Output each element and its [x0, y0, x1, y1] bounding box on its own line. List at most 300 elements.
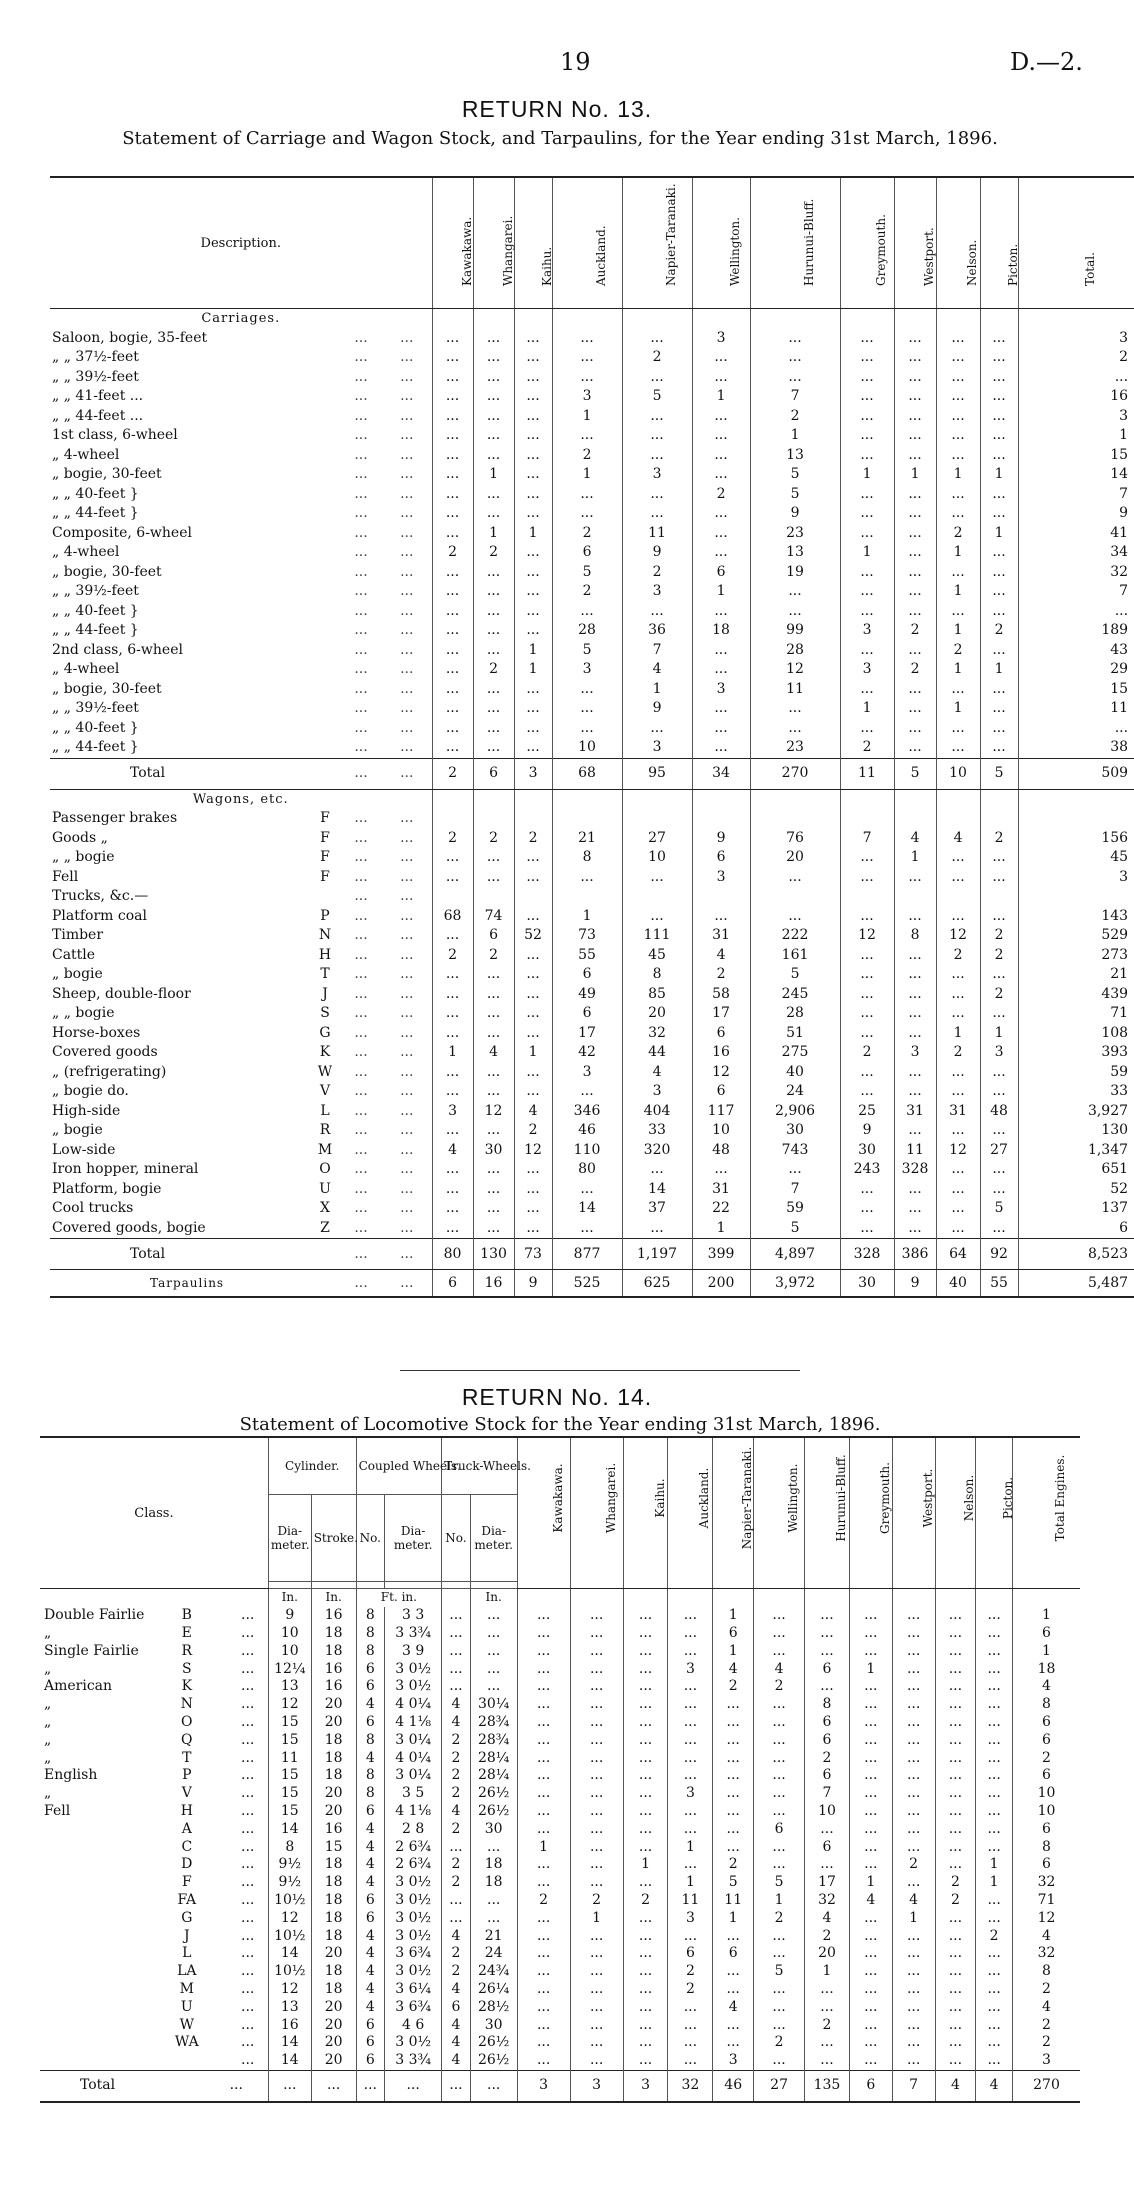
engine-name	[40, 1963, 168, 1981]
data-cell: 2	[935, 1874, 976, 1892]
data-cell: ...	[980, 1160, 1018, 1180]
data-cell: ...	[936, 1199, 980, 1219]
data-cell: ...	[980, 446, 1018, 466]
empty-cell	[894, 309, 936, 329]
leader-dots: ...	[400, 1180, 414, 1197]
data-cell: 58	[692, 985, 750, 1005]
data-cell: 48	[980, 1102, 1018, 1122]
data-cell: 1,347	[1018, 1141, 1134, 1161]
data-cell: ...	[980, 641, 1018, 661]
data-cell: ...	[750, 368, 840, 388]
column-header	[692, 177, 750, 309]
empty-cell	[552, 789, 622, 809]
data-cell	[894, 887, 936, 907]
spec-stroke: 20	[311, 1945, 356, 1963]
data-cell: 24	[750, 1082, 840, 1102]
data-cell: ...	[473, 329, 514, 349]
table-row	[50, 407, 1134, 427]
spec-tno: 2	[442, 1820, 471, 1838]
data-cell	[936, 887, 980, 907]
column-header	[713, 1437, 754, 1589]
row-label: Cattle	[52, 946, 96, 963]
data-cell: ...	[692, 719, 750, 739]
data-cell: ...	[668, 1625, 713, 1643]
data-cell: 95	[622, 758, 692, 789]
data-cell: ...	[894, 348, 936, 368]
empty-cell	[692, 309, 750, 329]
row-label: Covered goods	[52, 1044, 158, 1061]
data-cell: 222	[750, 926, 840, 946]
data-cell: ...	[432, 348, 473, 368]
data-cell: ...	[935, 1625, 976, 1643]
data-cell: ...	[623, 1607, 668, 1625]
data-cell: ...	[432, 1180, 473, 1200]
column-header	[432, 177, 473, 309]
engine-name	[40, 2016, 168, 2034]
data-cell: 328	[840, 1239, 894, 1270]
data-cell: ...	[805, 1981, 850, 1999]
data-cell: 3	[692, 868, 750, 888]
data-cell: 7	[750, 1180, 840, 1200]
data-cell: ...	[668, 1856, 713, 1874]
data-cell: ...	[936, 907, 980, 927]
total-cell: 32	[668, 2070, 713, 2102]
spec-cno: 4	[356, 1927, 385, 1945]
data-cell: ...	[936, 680, 980, 700]
data-cell: 2	[692, 485, 750, 505]
class-code: N	[318, 927, 332, 944]
leader-dots: ...	[400, 1102, 414, 1119]
data-cell: ...	[849, 1642, 892, 1660]
spec-dia: 14	[268, 1820, 311, 1838]
data-cell	[980, 809, 1018, 829]
leader-dots: ...	[400, 563, 414, 580]
data-cell: ...	[849, 1696, 892, 1714]
data-cell: ...	[432, 621, 473, 641]
sub-dia2-header: Dia-meter.	[470, 1494, 517, 1581]
engine-name: Single Fairlie	[44, 1642, 139, 1659]
class-code: L	[320, 1102, 330, 1119]
data-cell: ...	[980, 543, 1018, 563]
spec-cno: 6	[356, 1678, 385, 1696]
data-cell: ...	[514, 680, 552, 700]
data-cell: 2	[1018, 348, 1134, 368]
data-cell: 5	[754, 1963, 805, 1981]
spec-cdia: 3 3¾	[385, 2052, 442, 2070]
data-cell: 4	[1012, 1678, 1080, 1696]
class-code	[310, 524, 340, 544]
data-cell: ...	[622, 719, 692, 739]
row-label: Platform, bogie	[52, 1180, 162, 1197]
data-cell	[552, 887, 622, 907]
units-coupled: Ft. in.	[356, 1589, 442, 1607]
data-cell: 245	[750, 985, 840, 1005]
leader-dots: ...	[400, 1044, 414, 1061]
data-cell: ...	[668, 1767, 713, 1785]
data-cell: ...	[754, 1767, 805, 1785]
leader-dots: ...	[354, 505, 368, 522]
data-cell: ...	[892, 1714, 935, 1732]
data-cell: 2	[514, 1121, 552, 1141]
column-header-label: Kaihu.	[652, 1478, 667, 1518]
units-truck-no	[442, 1589, 471, 1607]
data-cell: ...	[517, 1696, 570, 1714]
data-cell: 17	[805, 1874, 850, 1892]
table-row	[50, 309, 1134, 329]
data-cell: 46	[552, 1121, 622, 1141]
data-cell: ...	[570, 1874, 623, 1892]
data-cell: 156	[1018, 829, 1134, 849]
data-cell: ...	[713, 1927, 754, 1945]
spacer-cell	[205, 1803, 227, 1821]
spec-tdia: 21	[470, 1927, 517, 1945]
leader-dots: ...	[354, 1200, 368, 1217]
leader-dots: ...	[354, 985, 368, 1002]
column-header	[935, 1437, 976, 1589]
spec-stroke: 20	[311, 2052, 356, 2070]
data-cell	[1018, 887, 1134, 907]
leader-dots: ...	[241, 2016, 255, 2033]
engine-name: „	[44, 1624, 52, 1641]
spec-cdia: 4 1⅛	[385, 1714, 442, 1732]
data-cell: ...	[892, 2016, 935, 2034]
spec-tdia: ...	[470, 1909, 517, 1927]
data-cell: ...	[849, 1767, 892, 1785]
table-row	[40, 1642, 1080, 1660]
empty-cell	[514, 309, 552, 329]
row-label: Composite, 6-wheel	[52, 524, 192, 541]
sub-stroke-header: Stroke.	[311, 1494, 356, 1581]
data-cell: 2	[552, 446, 622, 466]
spec-dia: 15	[268, 1714, 311, 1732]
data-cell: 1	[805, 1963, 850, 1981]
column-header-label: Whangarei.	[500, 215, 515, 286]
spec-stroke: 18	[311, 1767, 356, 1785]
data-cell: 10	[805, 1803, 850, 1821]
data-cell: ...	[750, 329, 840, 349]
table-row	[40, 1981, 1080, 1999]
data-cell: 14	[1018, 465, 1134, 485]
data-cell: ...	[976, 1785, 1013, 1803]
spec-stroke: 16	[311, 1607, 356, 1625]
data-cell: 3	[622, 738, 692, 758]
column-header	[754, 1437, 805, 1589]
data-cell: ...	[713, 1731, 754, 1749]
data-cell: 2	[570, 1892, 623, 1910]
data-cell: ...	[840, 985, 894, 1005]
empty-cell	[622, 789, 692, 809]
empty-cell	[432, 789, 473, 809]
spec-tdia: 28¾	[470, 1714, 517, 1732]
data-cell: 11	[750, 680, 840, 700]
data-cell: ...	[840, 1082, 894, 1102]
data-cell: ...	[935, 1767, 976, 1785]
column-header	[622, 177, 692, 309]
data-cell: 111	[622, 926, 692, 946]
data-cell: ...	[514, 621, 552, 641]
data-cell: ...	[432, 1199, 473, 1219]
leader-dots: ...	[400, 505, 414, 522]
leader-dots: ...	[354, 1024, 368, 1041]
data-cell: ...	[849, 1945, 892, 1963]
data-cell: ...	[754, 1625, 805, 1643]
leader-dots: ...	[340, 1239, 382, 1270]
data-cell: ...	[754, 1696, 805, 1714]
data-cell: 3	[622, 582, 692, 602]
data-cell: 189	[1018, 621, 1134, 641]
data-cell: 85	[622, 985, 692, 1005]
data-cell: 32	[1012, 1874, 1080, 1892]
page-number: 19	[560, 48, 591, 76]
data-cell: 13	[750, 543, 840, 563]
spec-cdia: 2 6¾	[385, 1838, 442, 1856]
data-cell: 9	[1018, 504, 1134, 524]
data-cell: ...	[840, 946, 894, 966]
data-cell: ...	[754, 2016, 805, 2034]
data-cell: 17	[692, 1004, 750, 1024]
data-cell: ...	[432, 641, 473, 661]
leader-dots: ...	[400, 1161, 414, 1178]
class-code	[310, 368, 340, 388]
data-cell: 6	[473, 758, 514, 789]
class-code	[310, 387, 340, 407]
data-cell: ...	[849, 1785, 892, 1803]
empty-cell	[1018, 789, 1134, 809]
data-cell: 5	[894, 758, 936, 789]
data-cell: ...	[936, 348, 980, 368]
table-row	[40, 2052, 1080, 2070]
data-cell: 28	[750, 1004, 840, 1024]
data-cell: 2	[622, 348, 692, 368]
data-cell: 2	[935, 1892, 976, 1910]
engine-name	[40, 1838, 168, 1856]
empty-cell	[623, 1589, 668, 1607]
spec-dia: 10	[268, 1625, 311, 1643]
spec-tdia: 30	[470, 1820, 517, 1838]
table-row	[50, 563, 1134, 583]
spec-tno: 2	[442, 1874, 471, 1892]
data-cell: 4	[713, 1660, 754, 1678]
data-cell: ...	[668, 1696, 713, 1714]
spec-tno: 4	[442, 2052, 471, 2070]
data-cell: 6	[1012, 1767, 1080, 1785]
spec-cno: 6	[356, 2034, 385, 2052]
data-cell: ...	[980, 1180, 1018, 1200]
leader-dots: ...	[340, 758, 382, 789]
engine-class: LA	[177, 1963, 197, 1980]
data-cell: 1	[517, 1838, 570, 1856]
data-cell: 30	[840, 1141, 894, 1161]
data-cell: ...	[517, 1642, 570, 1660]
spec-cdia: 4 1⅛	[385, 1803, 442, 1821]
data-cell: 23	[750, 738, 840, 758]
spec-dia: 8	[268, 1838, 311, 1856]
spacer-cell	[205, 1945, 227, 1963]
column-header-label: Picton.	[1001, 1476, 1016, 1520]
data-cell: ...	[840, 582, 894, 602]
total-cell: 135	[805, 2070, 850, 2102]
engine-class: G	[181, 1909, 193, 1926]
spec-cno: 4	[356, 1696, 385, 1714]
data-cell: 1	[570, 1909, 623, 1927]
data-cell: ...	[473, 1004, 514, 1024]
data-cell: ...	[692, 407, 750, 427]
table-row	[40, 1625, 1080, 1643]
data-cell: ...	[622, 485, 692, 505]
column-header-label: Kawakawa.	[550, 1463, 565, 1533]
data-cell: ...	[936, 329, 980, 349]
row-label: „ „ 40-feet }	[52, 602, 139, 619]
data-cell: 1	[936, 582, 980, 602]
data-cell: 92	[980, 1239, 1018, 1270]
leader-dots: ...	[400, 622, 414, 639]
data-cell: ...	[514, 907, 552, 927]
data-cell: ...	[805, 2034, 850, 2052]
column-header-label: Nelson.	[965, 239, 980, 286]
data-cell: ...	[514, 563, 552, 583]
row-label: „ „ 40-feet }	[52, 719, 139, 736]
spec-cno: 8	[356, 1785, 385, 1803]
data-cell: ...	[935, 1963, 976, 1981]
data-cell: ...	[892, 1998, 935, 2016]
data-cell: 10	[1012, 1785, 1080, 1803]
data-cell: 21	[1018, 965, 1134, 985]
data-cell: 20	[750, 848, 840, 868]
data-cell: ...	[980, 1121, 1018, 1141]
data-cell: ...	[754, 1803, 805, 1821]
data-cell: 4	[849, 1892, 892, 1910]
data-cell: 16	[1018, 387, 1134, 407]
leader-dots: ...	[354, 602, 368, 619]
data-cell: ...	[473, 1199, 514, 1219]
spec-dia: 15	[268, 1785, 311, 1803]
spec-tdia: ...	[470, 1642, 517, 1660]
data-cell: ...	[570, 1696, 623, 1714]
table-row	[40, 1963, 1080, 1981]
data-cell: 2	[1012, 2034, 1080, 2052]
row-label: Total	[50, 1239, 310, 1270]
data-cell: ...	[432, 563, 473, 583]
spec-stroke: 16	[311, 1678, 356, 1696]
data-cell: ...	[894, 907, 936, 927]
data-cell: ...	[935, 1714, 976, 1732]
class-code: H	[318, 946, 332, 963]
empty-cell	[980, 309, 1018, 329]
leader-dots: ...	[400, 524, 414, 541]
data-cell: ...	[980, 426, 1018, 446]
data-cell: 76	[750, 829, 840, 849]
data-cell: ...	[517, 1820, 570, 1838]
data-cell: ...	[713, 1803, 754, 1821]
data-cell: 4	[432, 1141, 473, 1161]
data-cell: ...	[668, 2052, 713, 2070]
data-cell: ...	[432, 926, 473, 946]
leader-dots: ...	[354, 388, 368, 405]
data-cell: ...	[623, 1642, 668, 1660]
data-cell: ...	[692, 504, 750, 524]
engine-name	[40, 1945, 168, 1963]
empty-cell	[1018, 309, 1134, 329]
spec-cno: 6	[356, 2016, 385, 2034]
data-cell: 2	[754, 1678, 805, 1696]
carriage-wagon-table	[50, 176, 1134, 1298]
data-cell: ...	[754, 1749, 805, 1767]
data-cell: 30	[840, 1270, 894, 1298]
data-cell: ...	[623, 2016, 668, 2034]
data-cell: 10	[622, 848, 692, 868]
data-cell: ...	[622, 407, 692, 427]
data-cell: ...	[514, 985, 552, 1005]
data-cell: ...	[980, 1219, 1018, 1239]
class-code: J	[322, 985, 328, 1002]
spec-stroke: 20	[311, 1803, 356, 1821]
data-cell: 2	[980, 621, 1018, 641]
data-cell: ...	[980, 965, 1018, 985]
engine-class: E	[181, 1624, 192, 1641]
row-label: Sheep, double-floor	[52, 985, 191, 1002]
data-cell: ...	[892, 1749, 935, 1767]
class-code	[310, 1270, 340, 1298]
spec-tno: ...	[442, 1607, 471, 1625]
data-cell: 137	[1018, 1199, 1134, 1219]
data-cell: ...	[713, 2034, 754, 2052]
class-code: F	[320, 849, 330, 866]
column-header-label: Westport.	[922, 227, 937, 286]
spec-dia: 9½	[268, 1856, 311, 1874]
data-cell: 6	[754, 1820, 805, 1838]
data-cell: 2	[894, 660, 936, 680]
engine-name: American	[44, 1678, 113, 1695]
data-cell: ...	[473, 426, 514, 446]
leader-dots: ...	[354, 868, 368, 885]
table-row	[40, 1998, 1080, 2016]
data-cell: ...	[570, 1820, 623, 1838]
data-cell: ...	[432, 848, 473, 868]
data-cell: ...	[473, 1160, 514, 1180]
data-cell: 1	[840, 543, 894, 563]
spacer-cell	[205, 1838, 227, 1856]
data-cell: 2	[713, 1856, 754, 1874]
empty-cell	[1012, 1589, 1080, 1607]
data-cell: 55	[552, 946, 622, 966]
data-cell: 31	[936, 1102, 980, 1122]
row-label: „ bogie do.	[52, 1083, 129, 1100]
data-cell: ...	[894, 407, 936, 427]
data-cell: ...	[473, 965, 514, 985]
data-cell: ...	[692, 660, 750, 680]
data-cell: ...	[936, 368, 980, 388]
data-cell: ...	[754, 1927, 805, 1945]
data-cell: 71	[1012, 1892, 1080, 1910]
leader-dots: ...	[400, 868, 414, 885]
spec-stroke: 20	[311, 1714, 356, 1732]
class-code	[310, 887, 340, 907]
data-cell: 4	[892, 1892, 935, 1910]
data-cell: ...	[849, 2016, 892, 2034]
data-cell: ...	[473, 1082, 514, 1102]
data-cell: ...	[840, 524, 894, 544]
data-cell: 1	[849, 1660, 892, 1678]
data-cell: ...	[936, 1004, 980, 1024]
data-cell: 15	[1018, 446, 1134, 466]
data-cell	[840, 809, 894, 829]
data-cell: ...	[622, 446, 692, 466]
data-cell: 6	[473, 926, 514, 946]
spec-tno: ...	[442, 1909, 471, 1927]
data-cell: ...	[935, 1660, 976, 1678]
data-cell: 1	[936, 621, 980, 641]
empty-cell	[840, 309, 894, 329]
